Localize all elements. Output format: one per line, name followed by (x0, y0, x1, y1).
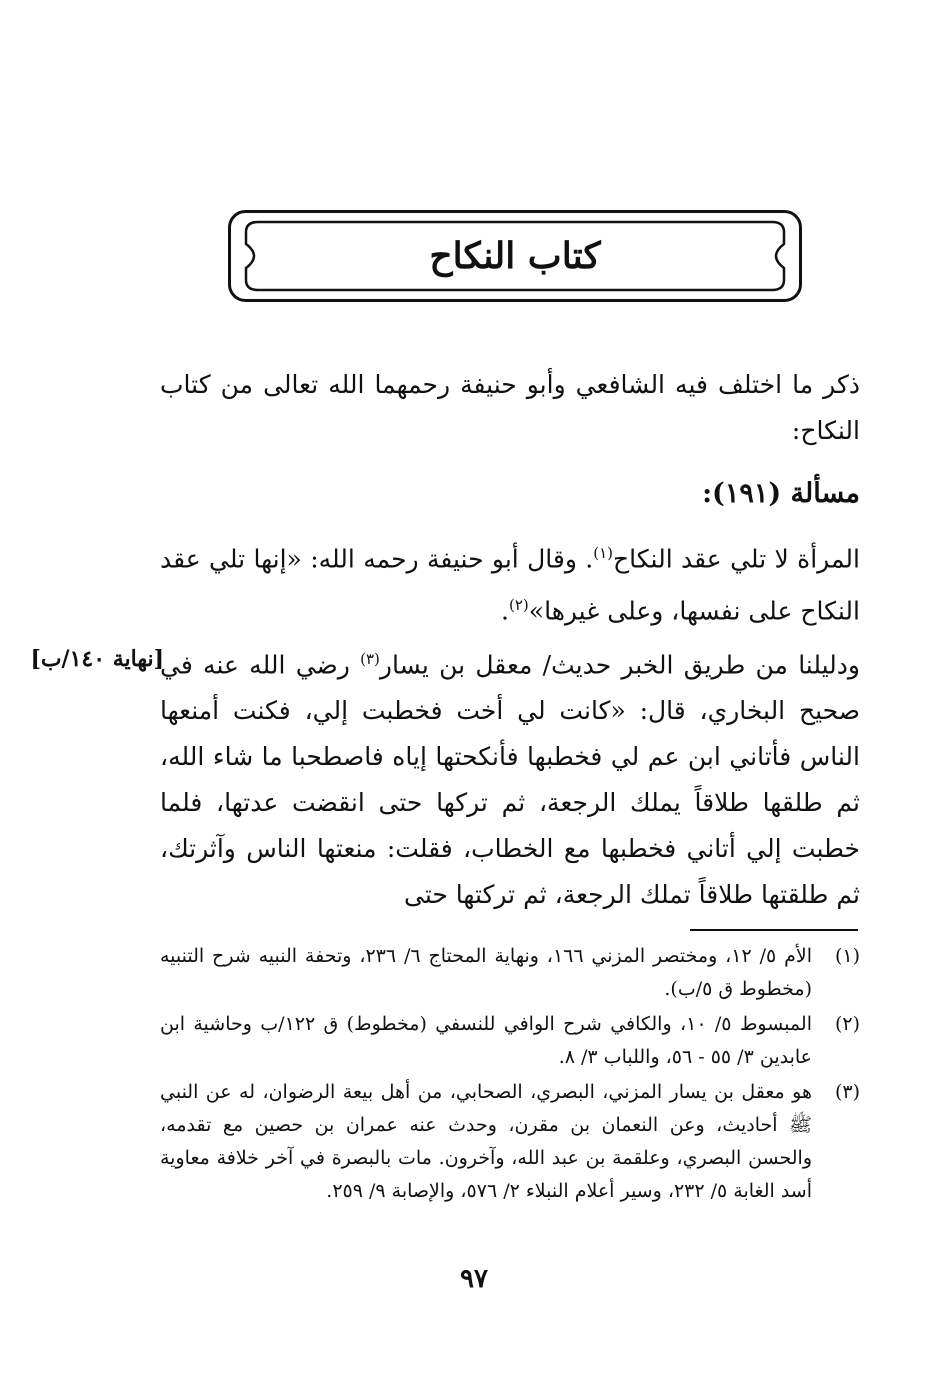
issue-paragraph-2 (160, 636, 860, 918)
chapter-title: كتاب النكاح (429, 235, 601, 277)
manuscript-folio-note: [نهاية ١٤٠/ب] (30, 646, 164, 672)
issue-paragraph-1 (160, 530, 860, 635)
footnote-ref-2: (٢) (509, 596, 529, 615)
footnote-item (160, 1008, 860, 1074)
para2-start: ودليلنا من طريق الخبر حديث/ معقل بن يسار (379, 650, 860, 680)
footnote-text: هو معقل بن يسار المزني، البصري، الصحابي، من أهل بيعة الرضوان، له عن النبي ﷺ أحاديث، وعن النعمان بن مقرن، وحدث عنه عمران بن حصين مع تقدمه، والحسن البصري، وعلقمة بن عبد الله، وآخرون. مات بالبصرة في آخر خلافة معاوية أسد الغابة ٥/ ٢٣٢، وسير أعلام النبلاء ٢/ ٥٧٦، والإصابة ٩/ ٢٥٩. (160, 1081, 812, 1202)
footnote-item (160, 940, 860, 1006)
footnote-ref-1: (١) (593, 544, 613, 562)
footnote-item (160, 1076, 860, 1208)
para2-continuation: رضي الله عنه في صحيح البخاري، قال: «كانت لي أخت فخطبت إلي، فكنت أمنعها الناس فأتاني ابن عم لي فخطبها فأنكحتها إياه فاصطحبا ما شاء الله، ثم طلقها طلاقاً يملك الرجعة، ثم تركها حتى انقضت عدتها، فلما خطبت إلي أتاني فخطبها مع الخطاب، فقلت: منعتها الناس وآثرتك، ثم طلقتها طلاقاً تملك الرجعة، ثم تركتها حتى (160, 650, 860, 910)
footnote-text: الأم ٥/ ١٢، ومختصر المزني ١٦٦، ونهاية المحتاج ٦/ ٢٣٦، وتحفة النبيه شرح التنبيه (مخطوط ق ٥/ب). (160, 945, 812, 1000)
chapter-title-frame (228, 210, 802, 302)
footnote-number: (٣) (834, 1081, 860, 1103)
issue-heading: مسألة (١٩١): (702, 478, 860, 509)
page-number: ٩٧ (460, 1264, 488, 1294)
footnote-text: المبسوط ٥/ ١٠، والكافي شرح الوافي للنسفي (مخطوط) ق ١٢٢/ب وحاشية ابن عابدين ٣/ ٥٥ - ٥٦، واللباب ٣/ ٨. (160, 1013, 812, 1068)
footnote-number: (١) (834, 945, 860, 967)
footnote-ref-3: (٣) (360, 650, 380, 668)
footnote-number: (٢) (834, 1013, 860, 1035)
intro-paragraph: ذكر ما اختلف فيه الشافعي وأبو حنيفة رحمهما الله تعالى من كتاب النكاح: (160, 370, 860, 445)
footnotes (160, 940, 860, 1210)
para1-end: . (501, 596, 509, 626)
footnote-separator (690, 929, 858, 931)
para1-text: المرأة لا تلي عقد النكاح (613, 544, 860, 574)
para1-continuation: . وقال أبو حنيفة رحمه الله: «إنها تلي عقد النكاح على نفسها، وعلى غيرها» (160, 544, 860, 626)
